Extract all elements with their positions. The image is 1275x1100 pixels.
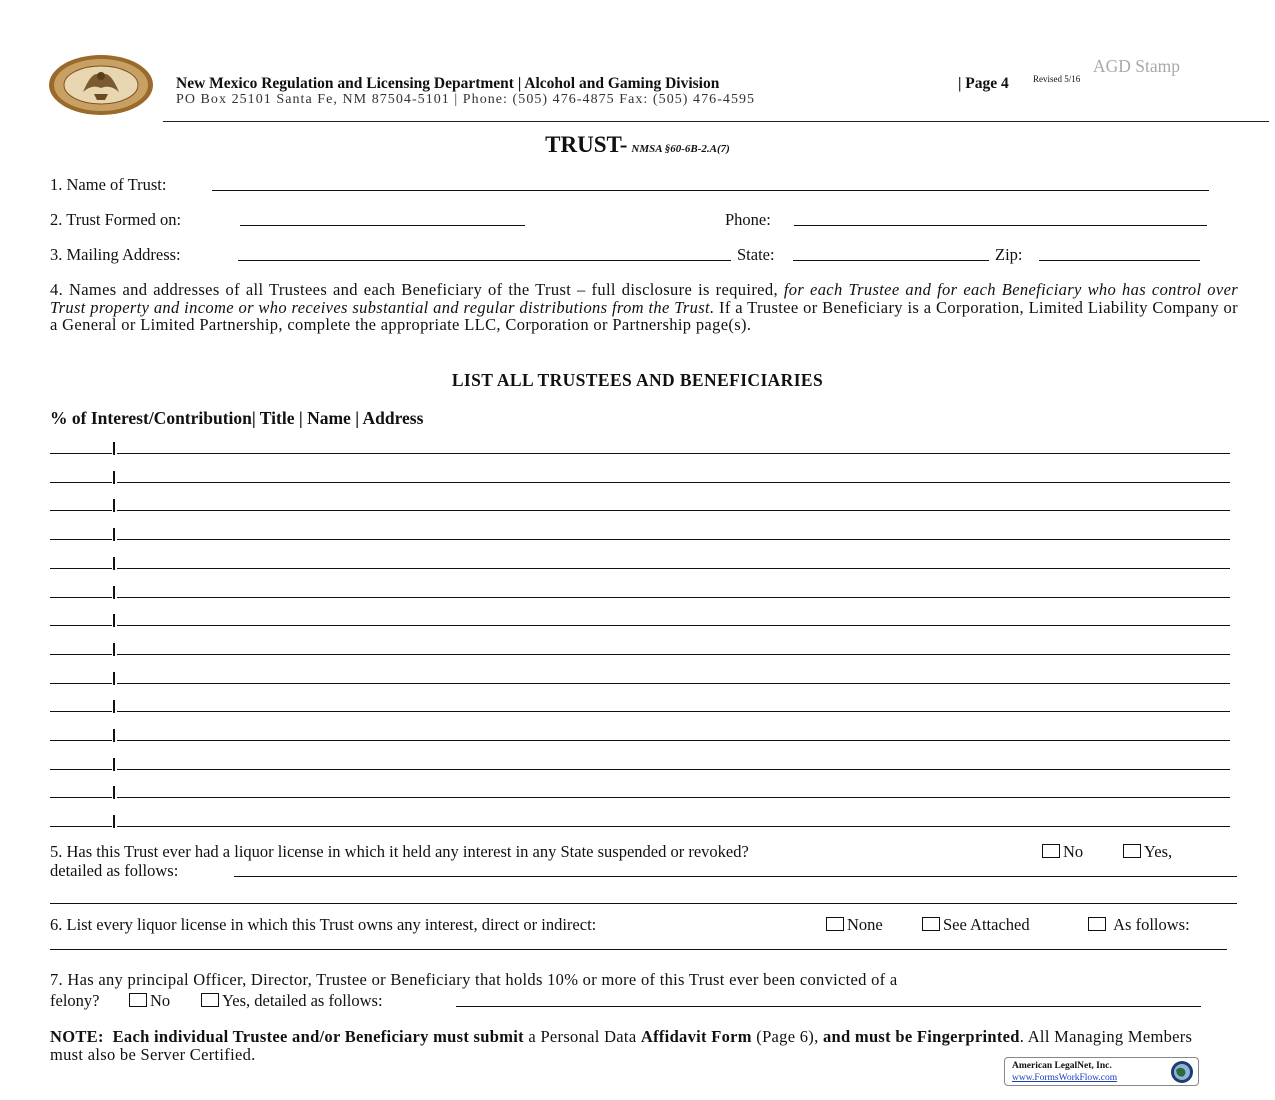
trustee-row: [50, 607, 1230, 627]
q5-yes-option[interactable]: [1123, 842, 1172, 862]
q5-detail-field-2[interactable]: [50, 903, 1237, 904]
q7-no-option[interactable]: [129, 991, 170, 1011]
zip-field[interactable]: [1039, 260, 1200, 261]
note-bold-3: and must be Fingerprinted: [822, 1027, 1020, 1046]
column-separator: [113, 442, 115, 455]
note-text-2: (Page 6),: [751, 1027, 823, 1046]
page-number: | Page 4: [958, 75, 1009, 92]
trustee-row: [50, 722, 1230, 742]
trustee-row: [50, 636, 1230, 656]
q5-detail-label: detailed as follows:: [50, 861, 179, 880]
interest-percent-field[interactable]: [50, 740, 112, 741]
column-separator: [113, 528, 115, 541]
trustee-row: [50, 435, 1230, 455]
column-separator: [113, 700, 115, 713]
trustee-details-field[interactable]: [117, 482, 1230, 483]
interest-percent-field[interactable]: [50, 453, 112, 454]
mailing-address-field[interactable]: [238, 260, 731, 261]
state-field[interactable]: [793, 260, 989, 261]
column-separator: [113, 815, 115, 828]
trustee-details-field[interactable]: [117, 740, 1230, 741]
trust-name-field[interactable]: [212, 190, 1209, 191]
agency-contact-line: PO Box 25101 Santa Fe, NM 87504-5101 | Phone: (505) 476-4875 Fax: (505) 476-4595: [176, 92, 756, 107]
q6-detail-field[interactable]: [50, 949, 1227, 950]
q6-none-option[interactable]: [826, 915, 883, 935]
trustee-details-field[interactable]: [117, 568, 1230, 569]
trustee-details-field[interactable]: [117, 597, 1230, 598]
column-separator: [113, 614, 115, 627]
form-title: [0, 132, 1275, 158]
zip-label: Zip:: [995, 245, 1023, 264]
q7-yes-option[interactable]: [201, 991, 383, 1011]
q5-yes-checkbox[interactable]: [1123, 844, 1141, 858]
interest-percent-field[interactable]: [50, 597, 112, 598]
column-separator: [113, 672, 115, 685]
q5-no-checkbox[interactable]: [1042, 844, 1060, 858]
trustee-details-field[interactable]: [117, 711, 1230, 712]
column-separator: [113, 729, 115, 742]
list-heading: LIST ALL TRUSTEES AND BENEFICIARIES: [451, 370, 824, 390]
q6-none-checkbox[interactable]: [826, 917, 844, 931]
interest-percent-field[interactable]: [50, 510, 112, 511]
trustee-row: [50, 808, 1230, 828]
agency-name: New Mexico Regulation and Licensing Department | Alcohol and Gaming Division: [176, 75, 720, 92]
column-separator: [113, 786, 115, 799]
interest-percent-field[interactable]: [50, 539, 112, 540]
trustee-details-field[interactable]: [117, 797, 1230, 798]
trustee-details-field[interactable]: [117, 453, 1230, 454]
q7-yes-checkbox[interactable]: [201, 993, 219, 1007]
q4-italic: for each Trustee and for each Beneficiary who has control over Trust property and income or who receives substantial and regular distributions from the Trust.: [50, 280, 1239, 317]
note-bold-1: Each individual Trustee and/or Beneficiary must submit: [112, 1027, 524, 1046]
q5-no-option[interactable]: [1042, 842, 1083, 862]
question-6-text: 6. List every liquor license in which this Trust owns any interest, direct or indirect:: [50, 915, 597, 934]
state-label: State:: [737, 245, 775, 264]
interest-percent-field[interactable]: [50, 769, 112, 770]
trustee-details-field[interactable]: [117, 625, 1230, 626]
note-bold-2: Affidavit Form: [640, 1027, 752, 1046]
column-separator: [113, 586, 115, 599]
trust-name-label: 1. Name of Trust:: [50, 175, 167, 194]
q6-follows-option[interactable]: [1088, 915, 1190, 935]
q6-attached-option[interactable]: [922, 915, 1030, 935]
question-7-text: 7. Has any principal Officer, Director, Trustee or Beneficiary that holds 10% or more of this Trust ever been convicted of a: [50, 970, 898, 989]
interest-percent-field[interactable]: [50, 797, 112, 798]
q6-none-label: None: [847, 915, 883, 934]
q7-no-checkbox[interactable]: [129, 993, 147, 1007]
q6-follows-label: As follows:: [1113, 915, 1190, 934]
note-label: NOTE:: [50, 1027, 104, 1046]
trustee-row: [50, 693, 1230, 713]
trustee-details-field[interactable]: [117, 510, 1230, 511]
q6-follows-checkbox[interactable]: [1088, 917, 1106, 931]
header-divider: [163, 121, 1269, 122]
logo-url-link[interactable]: www.FormsWorkFlow.com: [1012, 1073, 1118, 1083]
q7-yes-label: Yes, detailed as follows:: [222, 991, 383, 1010]
revision-date: Revised 5/16: [1033, 74, 1081, 84]
state-seal-image: [48, 54, 154, 116]
question-5-text: 5. Has this Trust ever had a liquor license in which it held any interest in any State suspended or revoked?: [50, 842, 749, 861]
trustee-row: [50, 751, 1230, 771]
column-separator: [113, 499, 115, 512]
phone-field[interactable]: [794, 225, 1207, 226]
title-statute: NMSA §60-6B-2.A(7): [631, 143, 730, 155]
interest-percent-field[interactable]: [50, 711, 112, 712]
trustee-row: [50, 464, 1230, 484]
american-legalnet-logo[interactable]: [1004, 1057, 1199, 1086]
q6-attached-label: See Attached: [943, 915, 1030, 934]
column-separator: [113, 557, 115, 570]
trustee-details-field[interactable]: [117, 683, 1230, 684]
note-text-3: . All Managing Members must also be Server Certified.: [50, 1027, 1193, 1064]
trustee-details-field[interactable]: [117, 654, 1230, 655]
logo-company-name: American LegalNet, Inc.: [1012, 1061, 1112, 1071]
trustee-details-field[interactable]: [117, 539, 1230, 540]
q7-detail-field[interactable]: [456, 1006, 1201, 1007]
globe-icon: [1170, 1060, 1194, 1084]
interest-percent-field[interactable]: [50, 826, 112, 827]
interest-percent-field[interactable]: [50, 683, 112, 684]
trustee-row: [50, 665, 1230, 685]
trustee-row: [50, 579, 1230, 599]
list-column-headings: % of Interest/Contribution| Title | Name | Address: [50, 408, 424, 428]
q6-attached-checkbox[interactable]: [922, 917, 940, 931]
trustee-row: [50, 779, 1230, 799]
note-text-1: a Personal Data: [523, 1027, 641, 1046]
q4-lead: 4. Names and addresses of all Trustees and each Beneficiary of the Trust – full disclosure is required,: [50, 280, 784, 299]
trustee-details-field[interactable]: [117, 826, 1230, 827]
interest-percent-field[interactable]: [50, 568, 112, 569]
title-main: TRUST-: [545, 132, 628, 157]
mailing-address-label: 3. Mailing Address:: [50, 245, 181, 264]
column-separator: [113, 471, 115, 484]
q7-no-label: No: [150, 991, 171, 1010]
trustee-details-field[interactable]: [117, 769, 1230, 770]
agd-stamp-label: AGD Stamp: [1093, 56, 1181, 76]
trust-formed-label: 2. Trust Formed on:: [50, 210, 182, 229]
q4-tail: If a Trustee or Beneficiary is a Corporation, Limited Liability Company or a General or Limited Partnership, complete the appropriate LLC, Corporation or Partnership page(s).: [50, 297, 1238, 334]
trustee-row: [50, 550, 1230, 570]
trustee-row: [50, 521, 1230, 541]
column-separator: [113, 758, 115, 771]
column-separator: [113, 643, 115, 656]
q5-yes-label: Yes,: [1144, 842, 1173, 861]
question-4-text: [50, 281, 1238, 334]
interest-percent-field[interactable]: [50, 482, 112, 483]
trustee-row: [50, 492, 1230, 512]
q5-detail-field[interactable]: [234, 876, 1237, 877]
interest-percent-field[interactable]: [50, 625, 112, 626]
phone-label: Phone:: [725, 210, 771, 229]
q7-felony-label: felony?: [50, 991, 100, 1010]
interest-percent-field[interactable]: [50, 654, 112, 655]
trust-formed-field[interactable]: [240, 225, 525, 226]
q5-no-label: No: [1063, 842, 1084, 861]
